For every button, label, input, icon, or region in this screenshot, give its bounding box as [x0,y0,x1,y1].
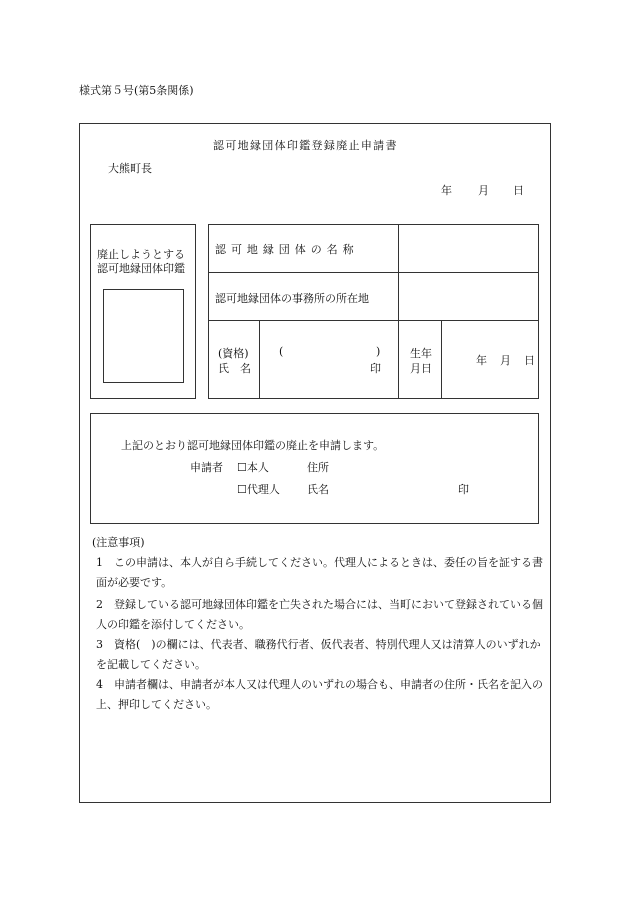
birth-label-line2: 月日 [410,362,432,375]
note-item: 2 登録している認可地縁団体印鑑を亡失された場合には、当町において登録されている個人の印鑑を添付してください。 [96,598,543,631]
application-statement: 上記のとおり認可地縁団体印鑑の廃止を申請します。 [121,439,385,452]
qualification-paren-close: ) [376,345,381,358]
note-item: 1 この申請は、本人が自ら手続してください。代理人によるときは、委任の旨を証する書面が必要です。 [96,556,543,589]
self-checkbox[interactable]: ☐本人 [237,461,269,474]
note-item: 4 申請者欄は、申請者が本人又は代理人のいずれの場合も、申請者の住所・氏名を記入の上、押印してください。 [96,678,543,711]
org-name-label: 認可地縁団体の名称 [215,243,359,256]
representative-name-field[interactable] [263,323,395,395]
date-year-label: 年 [441,184,452,197]
qualification-label: (資格) [218,347,249,360]
applicant-seal-mark: 印 [458,483,469,496]
date-day-label: 日 [513,184,524,197]
birth-label-line1: 生年 [410,347,432,360]
applicant-name-label: 氏名 [307,483,329,496]
address-label: 住所 [307,461,329,474]
seal-caption-line1: 廃止しようとする [97,248,185,261]
seal-caption-line2: 認可地縁団体印鑑 [97,262,185,275]
representative-name-label: 氏 名 [218,362,251,375]
org-address-label: 認可地縁団体の事務所の所在地 [215,292,369,305]
form-title: 認可地縁団体印鑑登録廃止申請書 [213,139,398,152]
birth-year-label: 年 [476,354,487,367]
applicant-label: 申請者 [190,461,223,474]
birth-day-label: 日 [524,354,535,367]
agent-checkbox[interactable]: ☐代理人 [237,483,280,496]
org-name-field[interactable] [400,226,536,270]
note-item: 3 資格( )の欄には、代表者、職務代行者、仮代表者、特別代理人又は清算人のいずれかを記載してください。 [96,638,541,671]
addressee: 大熊町長 [108,162,152,175]
birth-month-label: 月 [500,354,511,367]
form-label: 様式第５号(第5条関係) [79,84,194,97]
qualification-paren-open: ( [279,345,284,358]
representative-seal-mark: 印 [370,362,381,375]
date-month-label: 月 [478,184,489,197]
notes-heading: (注意事項) [92,536,145,549]
seal-impression-area[interactable] [103,289,184,383]
org-address-field[interactable] [400,274,536,318]
